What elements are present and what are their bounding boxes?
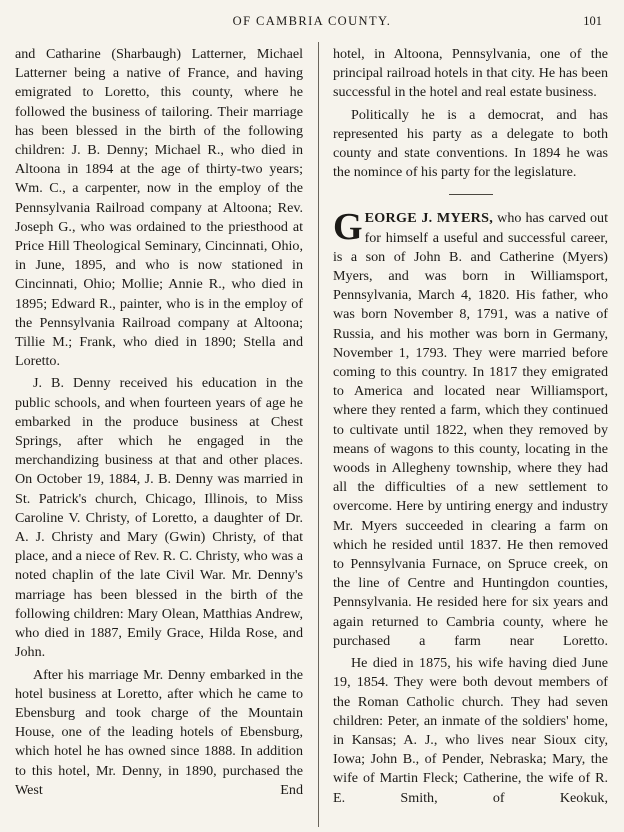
drop-cap-letter: G xyxy=(333,206,363,249)
running-head xyxy=(0,14,624,34)
running-title: OF CAMBRIA COUNTY. xyxy=(232,14,392,28)
biography-first-paragraph xyxy=(333,206,608,651)
paragraph-family: and Catharine (Sharbaugh) Latterner, Michael Latterner being a native of France, and having emigrated to Loretto, this county, where he followed the business of tailoring. Their marriage has been blessed in the birth of the following children: J. B. Denny; Michael R., who died in Altoona in 1894 at the age of thirty-two years; Wm. C., a carpenter, now in the employ of the Pennsylvania Railroad company at Altoona; Rev. Joseph G., who was ordained to the priesthood at Price Hill Theological Seminary, Cincinnati, Ohio, in June, 1895, and who is now stationed in Cincinnati, Ohio; Mollie; Annie R., who died in 1895; Edward R., painter, who is in the employ of the Pennsylvania Railroad company at Altoona; Tillie M.; Frank, who died in 1890; Stella and Loretto. xyxy=(15,46,303,370)
biography-myers xyxy=(333,206,608,807)
biography-first-text: who has carved out for himself a useful and successful career, is a son of John B. and Catherine (Myers) Myers, and was born in Williamsport, Pennsylvania, March 4, 1820. His father, who was born November 8, 1791, was a native of Russia, and his mother was born in Germany, November 1, 1793. They were married before coming to this country. In 1817 they emigrated to America and located near Williamsport, where they rented a farm, which they continued to cultivate until 1822, when they removed by means of wagons to this county, locating in the woods in Allegheny township, where they had all the difficulties of a new settlement to overcome. Here by untiring energy and industry Mr. Myers succeeded in clearing a farm on which he resided until 1837. He then removed to Pennsylvania Furnace, on Spruce creek, on the line of Centre and Huntingdon counties, Pennsylvania. He resided here for six years and again returned to Cambria county, where he purchased a farm near Loretto. xyxy=(333,210,608,649)
paragraph-hotel-business: After his marriage Mr. Denny embarked in the hotel business at Loretto, after which he came to Ebensburg and took charge of the Mountain House, one of the leading hotels of Ebensburg, which hotel he has owned since 1888. In addition to this hotel, Mr. Denny, in 1890, purchased the West End xyxy=(15,666,303,798)
page-number: 101 xyxy=(583,14,602,28)
paragraph-politics: Politically he is a democrat, and has represented his party as a delegate to both county and state conventions. In 1894 he was the nomince of his party for the legislature. xyxy=(333,106,608,181)
left-column xyxy=(15,45,303,800)
biography-subject-name: EORGE J. MYERS, xyxy=(364,210,494,227)
column-rule xyxy=(318,42,319,827)
paragraph-education: J. B. Denny received his education in the public schools, and when fourteen years of age he embarked in the produce business at Chest Springs, after which he engaged in the merchandizing business at that and other places. On October 19, 1884, J. B. Denny was married in St. Patrick's church, Chicago, Illinois, to Miss Caroline V. Christy, of Loretto, a daughter of Dr. A. J. Christy and Mary (Gwin) Christy, of that place, and a niece of Rev. R. C. Christy, who was a noted chaplin of the late Civil War. Mr. Denny's marriage has been blessed in the birth of the following children: Mary Olean, Matthias Andrew, who died in 1887, Emily Grace, Hilda Rose, and John. xyxy=(15,375,303,661)
biography-second-paragraph: He died in 1875, his wife having died June 19, 1854. They were both devout members of the Roman Catholic church. They had seven children: Peter, an inmate of the soldiers' home, in Kansas; A. J., who lives near Sioux city, Iowa; John B., of Pender, Nebraska; Mary, the wife of Martin Fleck; Catherine, the wife of R. E. Smith, of Keokuk, xyxy=(333,655,608,806)
section-separator xyxy=(449,194,493,195)
right-column xyxy=(333,45,608,808)
paragraph-hotel-continued: hotel, in Altoona, Pennsylvania, one of the principal railroad hotels in that city. He has been successful in the hotel and real estate business. xyxy=(333,46,608,101)
